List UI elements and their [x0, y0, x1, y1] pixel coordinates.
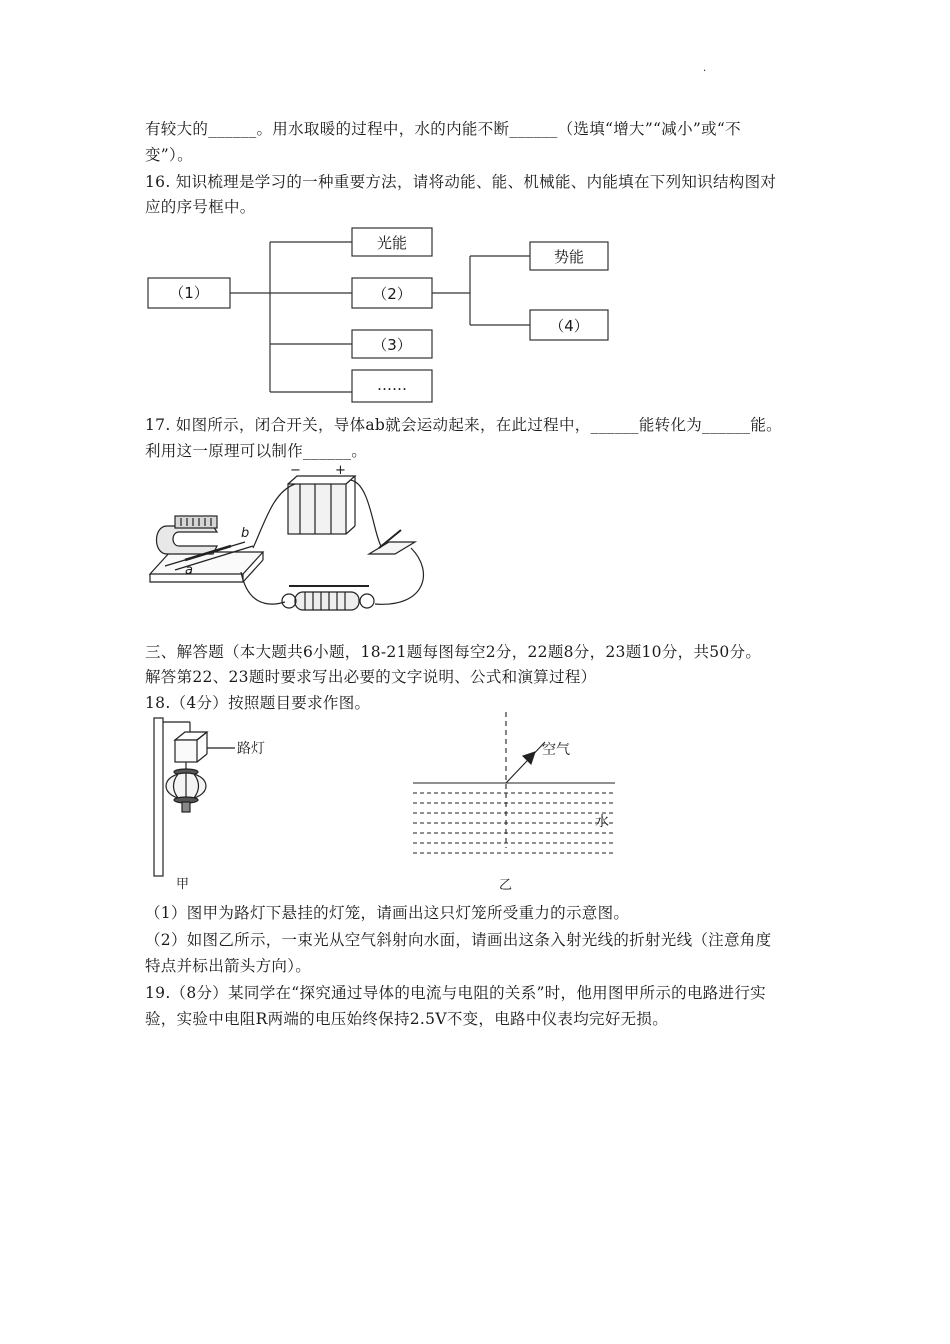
street-lamp-figure — [145, 712, 285, 894]
refraction-figure — [405, 708, 635, 894]
question-18-1: （1）图甲为路灯下悬挂的灯笼，请画出这只灯笼所受重力的示意图。 — [145, 904, 630, 922]
battery — [288, 484, 346, 534]
tree-label-1: （1） — [169, 284, 209, 302]
motor-experiment-figure — [145, 462, 435, 620]
battery-plus-label: + — [335, 463, 346, 478]
stray-dot: · — [703, 66, 707, 77]
text-line: 利用这一原理可以制作______。 — [145, 442, 368, 460]
tree-label-2: （2） — [372, 285, 412, 303]
question-18-2: （2）如图乙所示，一束光从空气斜射向水面，请画出这条入射光线的折射光线（注意角度 — [145, 931, 772, 949]
question-16: 16. 知识梳理是学习的一种重要方法，请将动能、能、机械能、内能填在下列知识结构图对 — [145, 173, 777, 191]
energy-knowledge-tree — [140, 220, 620, 405]
question-18: 18.（4分）按照题目要求作图。 — [145, 694, 371, 712]
incident-ray — [506, 742, 545, 783]
text-line: 应的序号框中。 — [145, 198, 256, 216]
text-line: 特点并标出箭头方向）。 — [145, 957, 312, 975]
text-line: 验，实验中电阻R两端的电压始终保持2.5V不变，电路中仪表均完好无损。 — [145, 1010, 669, 1028]
text-line: 有较大的______。用水取暖的过程中，水的内能不断______（选填“增大”“减小”或“不 — [145, 120, 741, 138]
question-17: 17. 如图所示，闭合开关，导体ab就会运动起来，在此过程中，______能转化为______能。 — [145, 416, 782, 434]
rod-end-a-label: a — [185, 563, 193, 578]
battery-minus-label: − — [290, 463, 301, 478]
tree-label-more: …… — [377, 376, 407, 394]
rod-end-b-label: b — [241, 526, 250, 541]
tree-label-potential: 势能 — [553, 248, 585, 266]
street-lamp-label: 路灯 — [237, 741, 265, 757]
section-3-heading: 三、解答题（本大题共6小题，18-21题每图每空2分，22题8分，23题10分，共50分。 — [145, 643, 762, 661]
question-19: 19.（8分）某同学在“探究通过导体的电流与电阻的关系”时，他用图甲所示的电路进行实 — [145, 984, 766, 1002]
air-label: 空气 — [542, 742, 570, 758]
tree-label-4: （4） — [549, 317, 589, 335]
ray-arrow — [523, 752, 535, 764]
lamp-box — [175, 740, 197, 762]
water-label: 水 — [595, 814, 609, 830]
figure-jia-caption: 甲 — [176, 877, 190, 892]
tree-label-light: 光能 — [376, 234, 408, 252]
lamp-pole — [154, 718, 163, 876]
tree-label-3: （3） — [372, 336, 412, 354]
text-line: 变”）。 — [145, 146, 193, 164]
figure-yi-caption: 乙 — [499, 878, 513, 893]
text-line: 解答第22、23题时要求写出必要的文字说明、公式和演算过程） — [145, 668, 597, 686]
